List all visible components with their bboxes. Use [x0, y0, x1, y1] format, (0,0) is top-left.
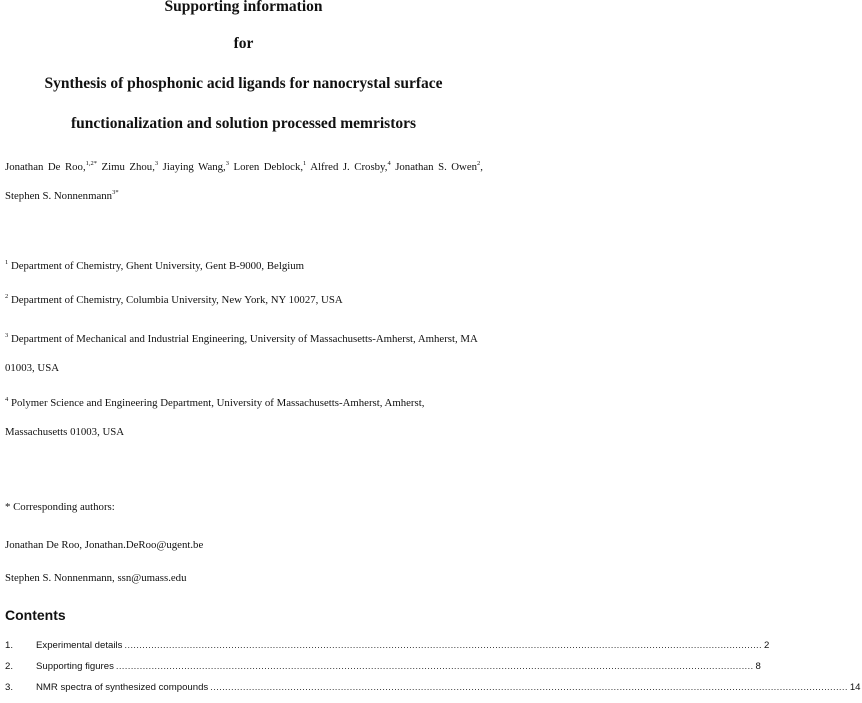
- author-affiliation-mark: 3: [225, 160, 229, 167]
- title-line-1: Supporting information: [164, 0, 323, 15]
- author-affiliation-mark: 3*: [112, 189, 119, 196]
- toc-label: Supporting figures: [36, 661, 114, 672]
- toc-leader-dots: .......................................................................................................................................................................................................................: [115, 661, 754, 672]
- toc-page-number: 14: [849, 682, 861, 693]
- author-affiliation-mark: 1: [303, 160, 307, 167]
- affiliation-1: [5, 252, 481, 281]
- toc-number: 2.: [5, 661, 14, 672]
- author-name: Jiaying Wang,: [158, 161, 226, 173]
- affiliation-mark: 2: [5, 293, 9, 300]
- author-name: Jonathan De Roo,: [5, 161, 86, 173]
- toc-page-number: 8: [755, 661, 761, 672]
- title-line-3: Synthesis of phosphonic acid ligands for nanocrystal surface: [44, 75, 443, 92]
- toc-label: Experimental details: [36, 640, 123, 651]
- affiliation-mark: 3: [5, 332, 9, 339]
- table-of-contents: [5, 640, 861, 703]
- affiliation-3: [5, 325, 481, 383]
- affiliation-text: Polymer Science and Engineering Department, University of Massachusetts-Amherst, Amherst, Massachusetts 01003, USA: [5, 397, 425, 438]
- corresponding-author-1: Jonathan De Roo, Jonathan.DeRoo@ugent.be: [5, 539, 204, 551]
- contents-heading: Contents: [5, 607, 66, 623]
- affiliation-text: Department of Chemistry, Columbia University, New York, NY 10027, USA: [8, 294, 343, 306]
- toc-entry-experimental-details[interactable]: [5, 640, 770, 661]
- affiliation-2: [5, 286, 481, 315]
- toc-entry-nmr-spectra[interactable]: [5, 682, 861, 703]
- affiliation-text: Department of Chemistry, Ghent University, Gent B-9000, Belgium: [8, 260, 305, 272]
- corresponding-author-2: Stephen S. Nonnenmann, ssn@umass.edu: [5, 572, 187, 584]
- title-line-4: functionalization and solution processed memristors: [70, 115, 417, 132]
- author-name: Alfred J. Crosby,: [306, 161, 388, 173]
- affiliation-mark: 1: [5, 259, 9, 266]
- toc-page-number: 2: [763, 640, 770, 651]
- toc-leader-dots: .......................................................................................................................................................................................................................: [124, 640, 762, 651]
- author-affiliation-mark: 1,2*: [85, 160, 98, 167]
- toc-number: 3.: [5, 682, 14, 693]
- toc-label: NMR spectra of synthesized compounds: [36, 682, 209, 693]
- affiliation-mark: 4: [5, 396, 9, 403]
- author-name: Zimu Zhou,: [97, 161, 155, 173]
- author-list: [5, 153, 483, 211]
- affiliation-4: [5, 389, 481, 447]
- author-affiliation-mark: 3: [154, 160, 159, 167]
- title-line-2: for: [233, 35, 254, 52]
- author-name: Loren Deblock,: [229, 161, 304, 173]
- affiliation-text: Department of Mechanical and Industrial Engineering, University of Massachusetts-Amherst, Amherst, MA 01003, USA: [5, 333, 478, 374]
- author-affiliation-mark: 4: [387, 160, 391, 167]
- toc-entry-supporting-figures[interactable]: [5, 661, 761, 682]
- author-name: Jonathan S. Owen: [390, 161, 478, 173]
- toc-number: 1.: [5, 640, 14, 651]
- author-name: , Stephen S. Nonnenmann: [5, 161, 483, 202]
- toc-leader-dots: .......................................................................................................................................................................................................................: [210, 682, 848, 693]
- author-affiliation-mark: 2: [477, 160, 481, 167]
- corresponding-authors-heading: * Corresponding authors:: [5, 501, 115, 513]
